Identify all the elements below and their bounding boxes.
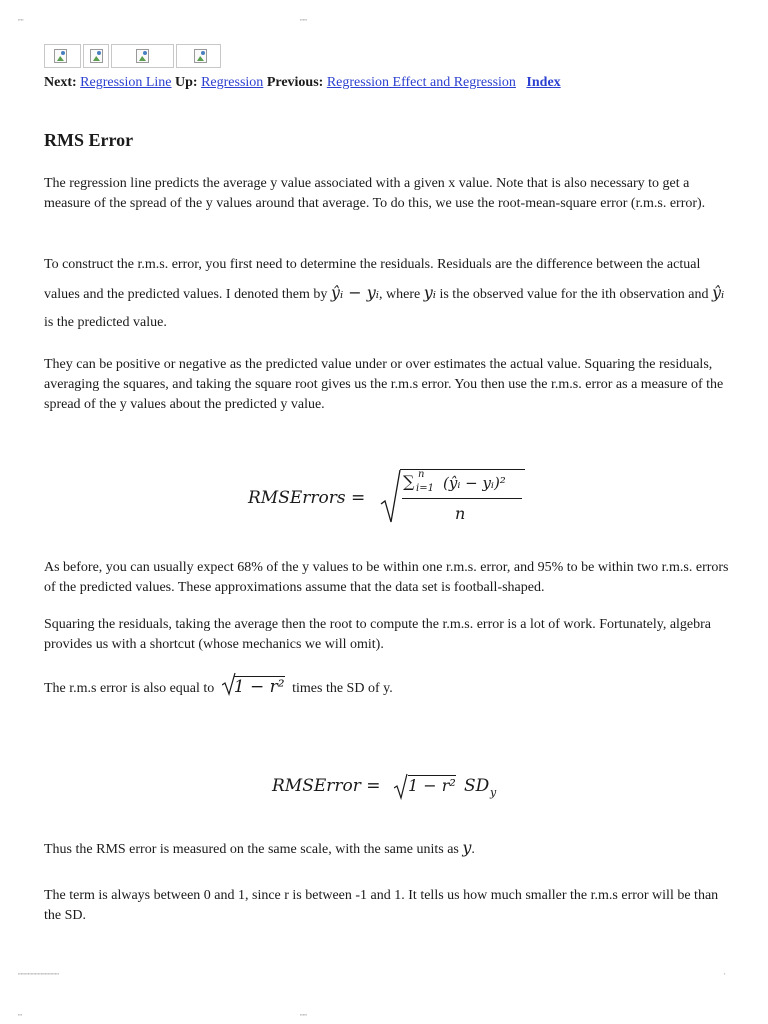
paragraph-units <box>44 838 734 860</box>
eq1-denominator: n <box>455 504 466 523</box>
next-button[interactable] <box>44 44 81 68</box>
paragraph-range: The term is always between 0 and 1, since r is between -1 and 1. It tells us how much smaller the r.m.s error will be than the SD. <box>44 888 719 923</box>
eq1-numerator: (ŷᵢ − yᵢ)² <box>443 474 506 492</box>
paragraph-residuals-text-4: is the predicted value. <box>44 315 167 330</box>
bottom-center-fragment: ▪▪▪▪▪ <box>300 1012 308 1017</box>
index-link[interactable]: Index <box>526 75 561 90</box>
index-button[interactable] <box>176 44 221 68</box>
eq2-radicand: 1 − r² <box>408 776 456 795</box>
up-label: Up: <box>175 75 198 90</box>
up-button[interactable] <box>83 44 109 68</box>
predicted-value-symbol: ŷᵢ <box>712 283 725 302</box>
paragraph-residuals-text-2: , where <box>379 287 421 302</box>
rms-equation-2 <box>272 772 512 804</box>
eq2-sd: SD <box>464 776 490 796</box>
header-center-fragment: ▪▪▪▪▪ <box>300 17 308 22</box>
eq1-sum-lower: i=1 <box>416 483 434 494</box>
footer-page-fragment: ▪ <box>724 971 726 976</box>
broken-image-icon <box>136 49 149 63</box>
rms-equation-1 <box>248 468 538 528</box>
paragraph-intro: The regression line predicts the average y value associated with a given x value. Note that is also necessary to get a measure of the spread of the y values around that average. To do this, we use the root-mean-square error (r.m.s. error). <box>44 176 706 211</box>
paragraph-residuals-text-3: is the observed value for the ith observation and <box>439 287 709 302</box>
paragraph-units-text-2: . <box>471 842 475 857</box>
paragraph-residuals-text-1: To construct the r.m.s. error, you first need to determine the residuals. Residuals are the difference between the actual values and the predicted values. I denoted them by <box>44 257 701 302</box>
sqrt-sign <box>222 672 236 696</box>
paragraph-units-text-1: Thus the RMS error is measured on the same scale, with the same units as <box>44 842 459 857</box>
sqrt-radicand: 1 − r² <box>233 677 285 697</box>
paragraph-squaring: They can be positive or negative as the predicted value under or over estimates the actual value. Squaring the residuals, averaging the squares, and taking the square root gives us the r.m.s error. You then use the r.m.s. error as a measure of the spread of the y values about the predicted y value. <box>44 357 724 412</box>
previous-label: Previous: <box>266 75 324 90</box>
observed-value-symbol: yᵢ <box>423 283 436 302</box>
up-link[interactable]: Regression <box>201 75 264 90</box>
paragraph-sd-relation-text-1: The r.m.s error is also equal to <box>44 681 215 696</box>
eq2-subscript: y <box>490 786 497 799</box>
residual-formula: ŷᵢ − yᵢ <box>330 283 379 302</box>
bottom-left-fragment: ▪▪▪ <box>18 1012 23 1017</box>
sqrt-one-minus-r2 <box>222 674 285 702</box>
eq1-sum-upper: n <box>418 469 425 480</box>
eq1-lhs: RMSErrors = <box>248 488 366 508</box>
paragraph-sd-relation-text-2: times the SD of y. <box>292 681 393 696</box>
paragraph-sd-relation <box>44 674 734 702</box>
paragraph-shortcut: Squaring the residuals, taking the average then the root to compute the r.m.s. error is a lot of work. Fortunately, algebra provides us with a shortcut (whose mechanics we will omit). <box>44 617 712 652</box>
next-label: Next: <box>44 75 77 90</box>
paragraph-68-95: As before, you can usually expect 68% of the y values to be within one r.m.s. error, and 95% to be within two r.m.s. errors of the predicted values. These approximations assume that the data set is football-shaped. <box>44 560 729 595</box>
header-left-fragment: ▪▪▪▪ <box>18 17 24 22</box>
paragraph-residuals <box>44 251 734 337</box>
eq1-radical-sign <box>380 468 402 526</box>
eq2-lhs: RMSError = <box>272 776 381 796</box>
previous-link[interactable]: Regression Effect and Regression <box>326 75 516 90</box>
next-link[interactable]: Regression Line <box>80 75 172 90</box>
previous-button[interactable] <box>111 44 174 68</box>
broken-image-icon <box>54 49 67 63</box>
eq1-sum-symbol: ∑ <box>403 472 415 491</box>
page-title: RMS Error <box>44 130 134 150</box>
eq1-fraction-bar <box>402 498 522 499</box>
y-symbol: y <box>462 838 472 857</box>
eq2-radical-sign <box>394 772 408 800</box>
footer-url-fragment: ▪▪▪▪▪▪▪▪▪▪▪▪▪▪▪▪▪▪▪▪▪▪▪▪▪▪▪▪▪ <box>18 971 60 976</box>
broken-image-icon <box>90 49 103 63</box>
navigation-links <box>44 75 561 91</box>
broken-image-icon <box>194 49 207 63</box>
navigation-buttons <box>44 44 223 68</box>
